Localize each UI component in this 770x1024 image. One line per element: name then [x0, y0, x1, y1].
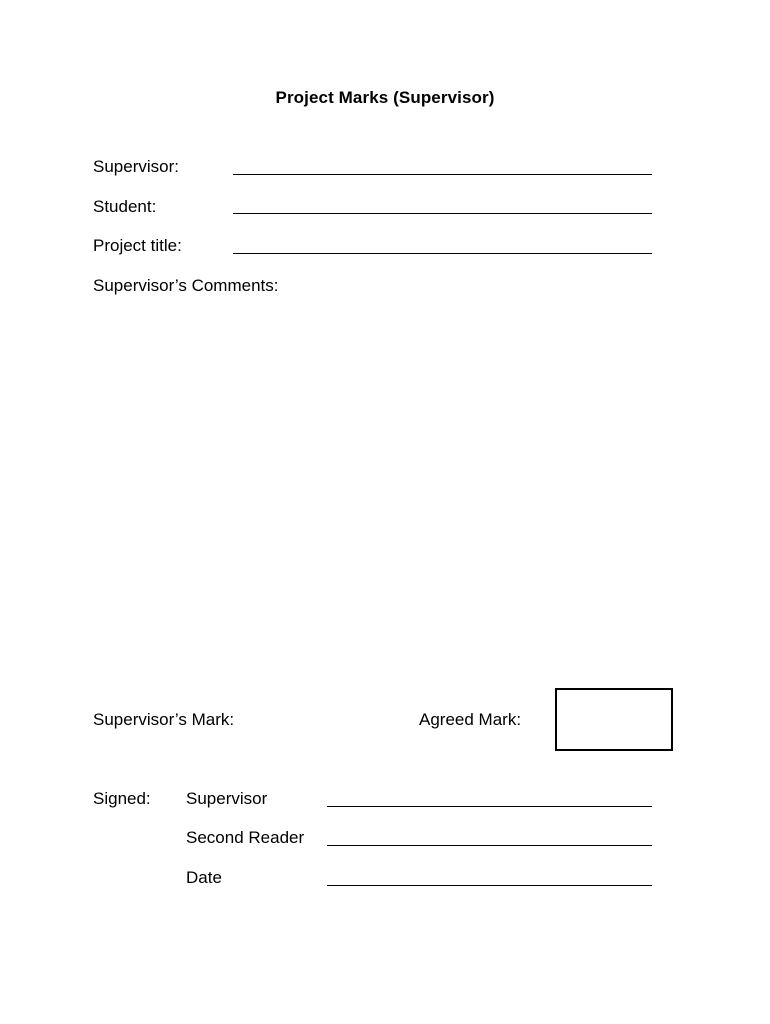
student-label: Student: [93, 197, 157, 216]
agreed-mark-box[interactable] [555, 688, 673, 751]
signature-supervisor-label: Supervisor [186, 789, 268, 808]
signature-second-reader-field[interactable] [327, 845, 652, 846]
agreed-mark-label: Agreed Mark: [419, 710, 522, 729]
comments-area[interactable] [92, 305, 652, 665]
student-field[interactable] [233, 213, 652, 214]
supervisor-label: Supervisor: [93, 157, 179, 176]
signature-second-reader-label: Second Reader [186, 828, 305, 847]
comments-label: Supervisor’s Comments: [93, 276, 279, 295]
signature-supervisor-field[interactable] [327, 806, 652, 807]
signature-date-field[interactable] [327, 885, 652, 886]
project-title-field[interactable] [233, 253, 652, 254]
page-title: Project Marks (Supervisor) [275, 88, 495, 107]
supervisor-field[interactable] [233, 174, 652, 175]
signature-date-label: Date [186, 868, 222, 887]
project-title-label: Project title: [93, 236, 182, 255]
supervisor-mark-label: Supervisor’s Mark: [93, 710, 235, 729]
signed-label: Signed: [93, 789, 151, 808]
